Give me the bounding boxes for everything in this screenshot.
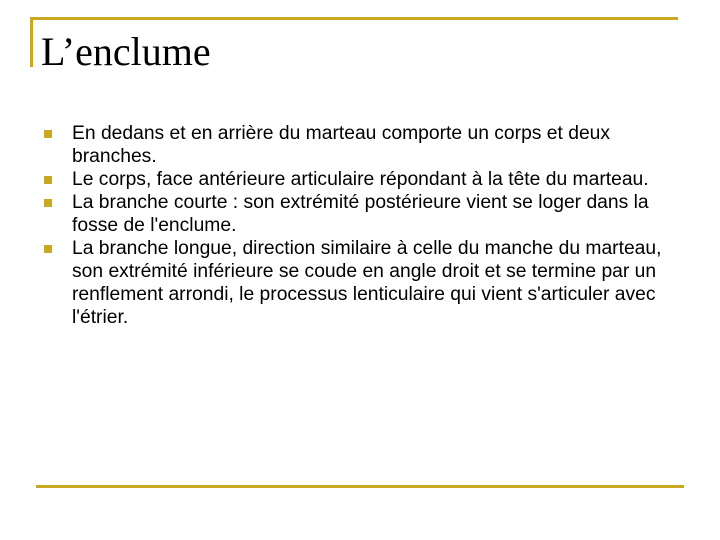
slide-title: L’enclume bbox=[41, 29, 211, 74]
bullet-text: Le corps, face antérieure articulaire répondant à la tête du marteau. bbox=[72, 169, 649, 190]
frame-bottom-rule bbox=[36, 485, 684, 488]
bullet-text: La branche courte : son extrémité postérieure vient se loger dans la fosse de l'enclume. bbox=[72, 192, 649, 236]
bullet-item bbox=[44, 191, 684, 237]
bullet-item bbox=[44, 237, 684, 329]
frame-left-rule bbox=[30, 17, 33, 67]
bullet-list bbox=[44, 122, 684, 329]
square-bullet-icon bbox=[44, 199, 52, 207]
square-bullet-icon bbox=[44, 176, 52, 184]
frame-top-rule bbox=[30, 17, 678, 20]
square-bullet-icon bbox=[44, 245, 52, 253]
bullet-text: En dedans et en arrière du marteau comporte un corps et deux branches. bbox=[72, 123, 611, 167]
square-bullet-icon bbox=[44, 130, 52, 138]
bullet-item bbox=[44, 122, 684, 168]
bullet-text: La branche longue, direction similaire à celle du manche du marteau, son extrémité inférieure se coude en angle droit et se termine par un renflement arrondi, le processus lenticulaire qui vient s'articuler avec l'étrier. bbox=[72, 238, 662, 328]
bullet-item bbox=[44, 168, 684, 191]
